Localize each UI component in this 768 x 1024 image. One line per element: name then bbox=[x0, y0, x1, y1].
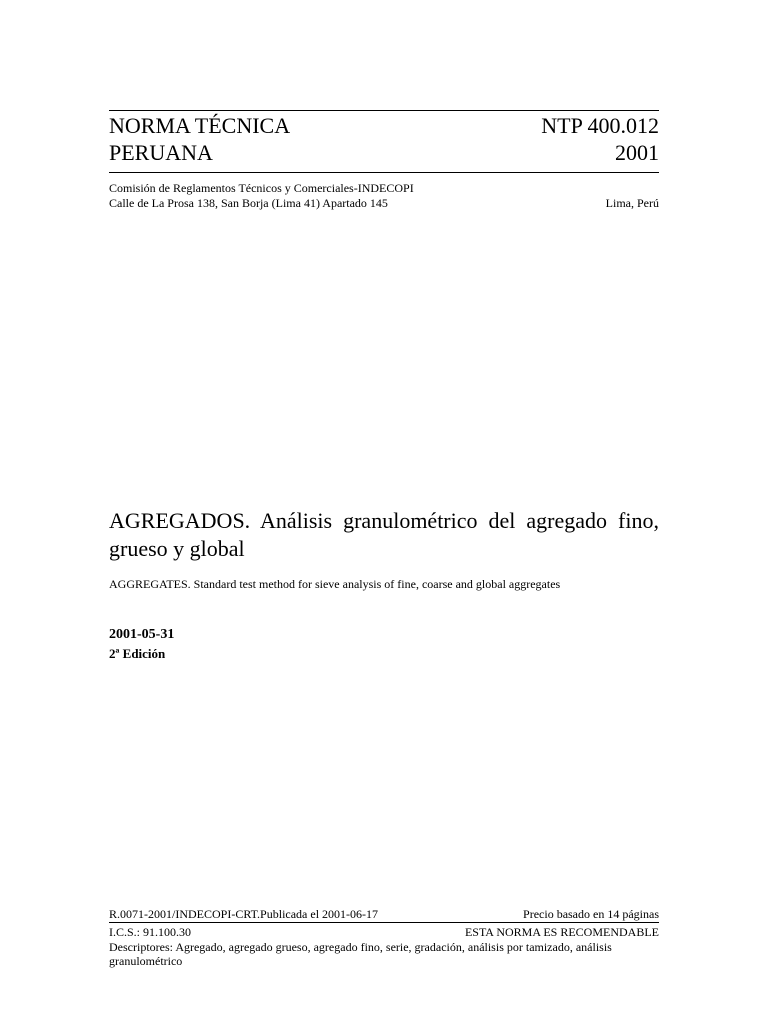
document-title: AGREGADOS. Análisis granulométrico del agregado fino, grueso y global bbox=[109, 508, 659, 561]
approval-date: 2001-05-31 bbox=[109, 627, 175, 642]
header-divider bbox=[109, 172, 659, 173]
ics-code: I.C.S.: 91.100.30 bbox=[109, 925, 192, 939]
document-title-english: AGGREGATES. Standard test method for sieve analysis of fine, coarse and global aggregates bbox=[109, 577, 561, 591]
price-info: Precio basado en 14 páginas bbox=[523, 907, 659, 921]
top-rule bbox=[109, 110, 659, 111]
norm-type-line2: PERUANA bbox=[109, 140, 213, 165]
org-location: Lima, Perú bbox=[605, 196, 659, 210]
norm-type-line1: NORMA TÉCNICA bbox=[109, 113, 291, 138]
norm-code: NTP 400.012 bbox=[541, 113, 659, 138]
footer-divider bbox=[109, 922, 659, 923]
edition: 2ª Edición bbox=[109, 646, 166, 661]
resolution-info: R.0071-2001/INDECOPI-CRT.Publicada el 2001-06-17 bbox=[109, 907, 379, 921]
norm-year: 2001 bbox=[615, 140, 659, 165]
org-address: Calle de La Prosa 138, San Borja (Lima 41) Apartado 145 bbox=[109, 196, 388, 210]
org-name: Comisión de Reglamentos Técnicos y Comerciales-INDECOPI bbox=[109, 181, 414, 195]
recommendation-note: ESTA NORMA ES RECOMENDABLE bbox=[464, 925, 659, 939]
descriptors: Descriptores: Agregado, agregado grueso, agregado fino, serie, gradación, análisis por tamizado, análisis granulométrico bbox=[109, 940, 612, 968]
